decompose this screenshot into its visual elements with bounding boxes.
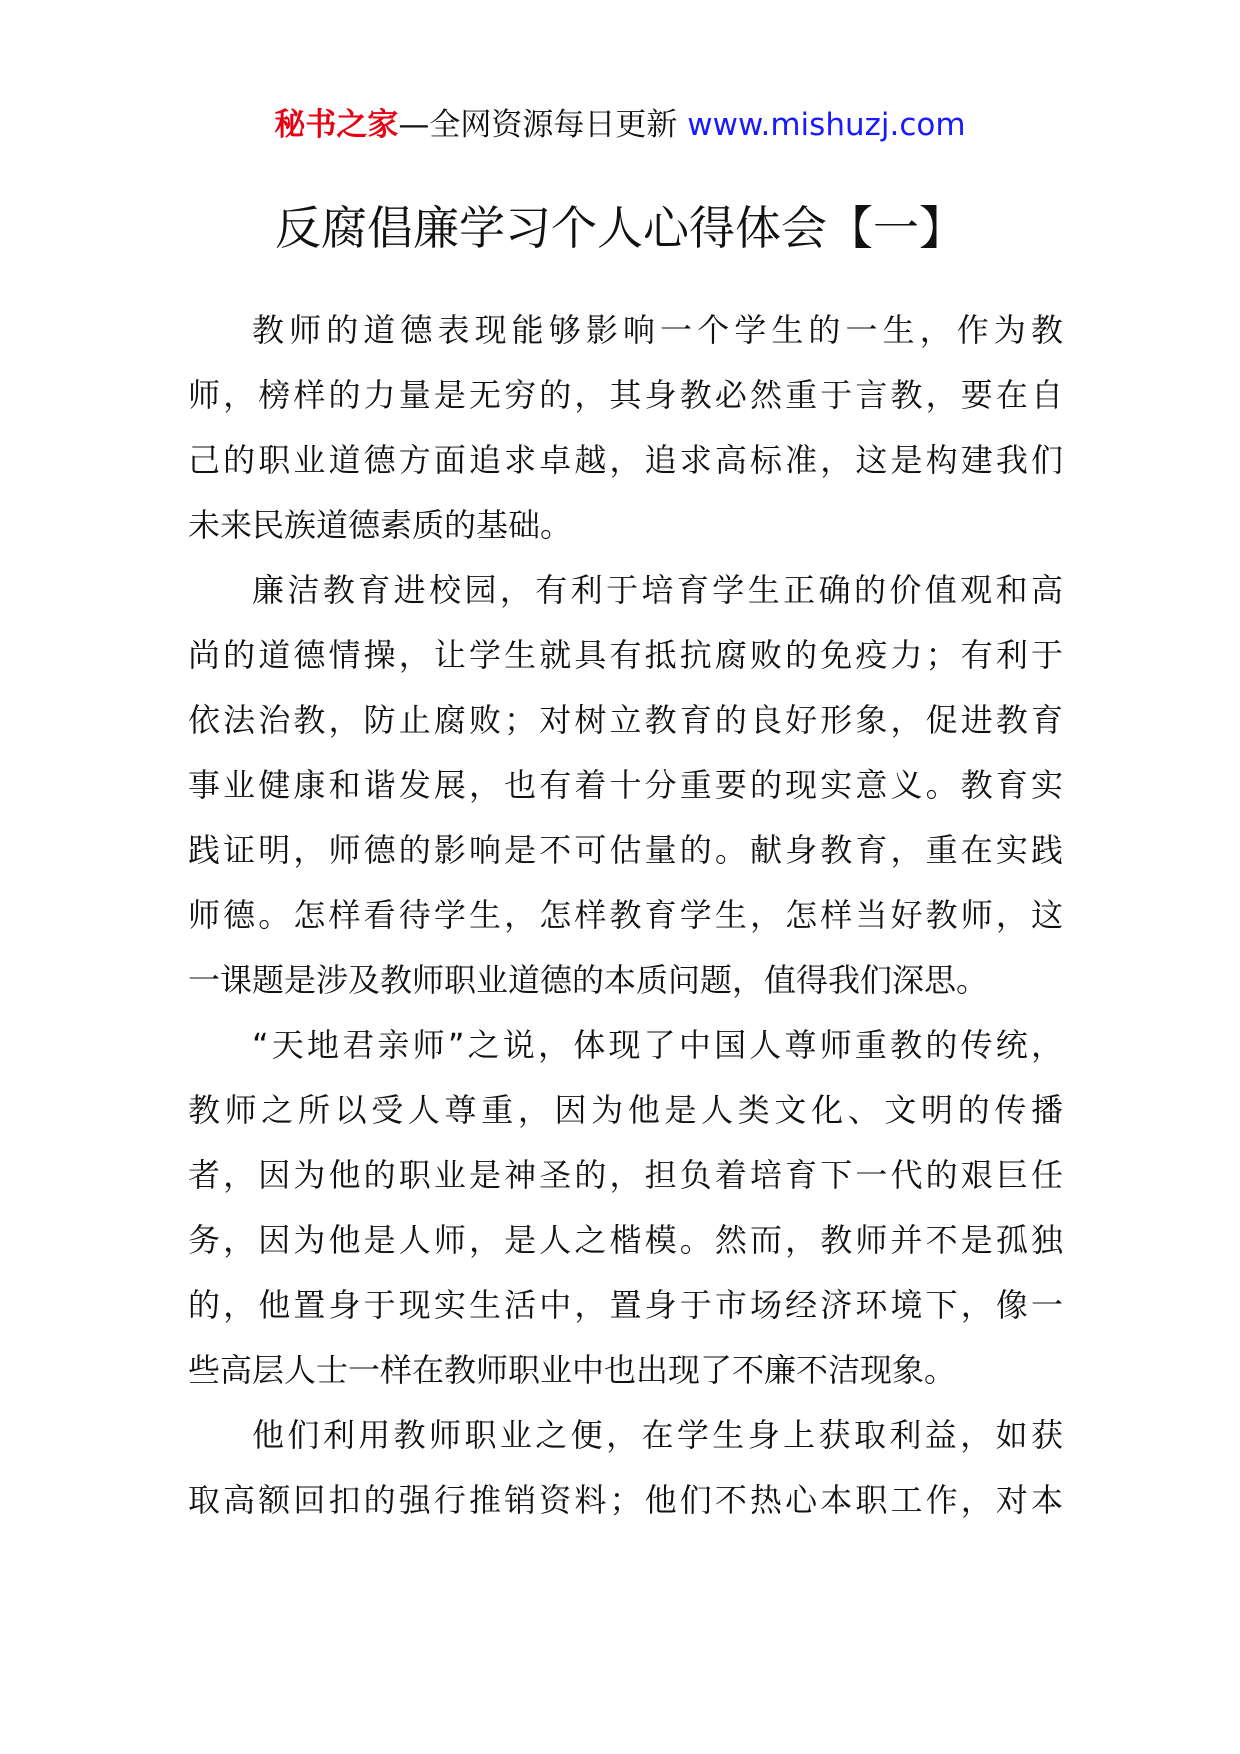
paragraph-line: “天地君亲师”之说，体现了中国人尊师重教的传统， (252, 1026, 1063, 1064)
document-body (188, 298, 1063, 1533)
paragraph-line: 未来民族道德素质的基础。 (188, 506, 573, 544)
paragraph-line: 依法治教，防止腐败；对树立教育的良好形象，促进教育 (188, 701, 1063, 739)
document-title: 反腐倡廉学习个人心得体会【一】 (275, 201, 965, 255)
paragraph-line: 教师的道德表现能够影响一个学生的一生，作为教 (252, 311, 1063, 349)
paragraph-line: 师，榜样的力量是无穷的，其身教必然重于言教，要在自 (188, 376, 1063, 414)
paragraph-line: 教师之所以受人尊重，因为他是人类文化、文明的传播 (188, 1091, 1063, 1129)
paragraph-line: 尚的道德情操，让学生就具有抵抗腐败的免疫力；有利于 (188, 636, 1063, 674)
brand-name: 秘书之家 (274, 107, 399, 143)
paragraph-line: 的，他置身于现实生活中，置身于市场经济环境下，像一 (188, 1286, 1063, 1324)
paragraph-line: 己的职业道德方面追求卓越，追求高标准，这是构建我们 (188, 441, 1063, 479)
paragraph-line: 他们利用教师职业之便，在学生身上获取利益，如获 (252, 1416, 1063, 1454)
site-url-link[interactable]: www.mishuzj.com (687, 107, 966, 143)
paragraph-line: 师德。怎样看待学生，怎样教育学生，怎样当好教师，这 (188, 896, 1063, 934)
paragraph-line: 者，因为他的职业是神圣的，担负着培育下一代的艰巨任 (188, 1156, 1063, 1194)
paragraph-line: 事业健康和谐发展，也有着十分重要的现实意义。教育实 (188, 766, 1063, 804)
paragraph-line: 取高额回扣的强行推销资料；他们不热心本职工作，对本 (188, 1481, 1063, 1519)
paragraph-line: 务，因为他是人师，是人之楷模。然而，教师并不是孤独 (188, 1221, 1063, 1259)
paragraph-line: 廉洁教育进校园，有利于培育学生正确的价值观和高 (252, 571, 1063, 609)
paragraph-line: 些高层人士一样在教师职业中也出现了不廉不洁现象。 (188, 1351, 957, 1389)
paragraph-line: 一课题是涉及教师职业道德的本质问题，值得我们深思。 (188, 961, 989, 999)
site-header (0, 103, 1240, 147)
header-tagline: —全网资源每日更新 (398, 107, 678, 143)
paragraph-line: 践证明，师德的影响是不可估量的。献身教育，重在实践 (188, 831, 1063, 869)
